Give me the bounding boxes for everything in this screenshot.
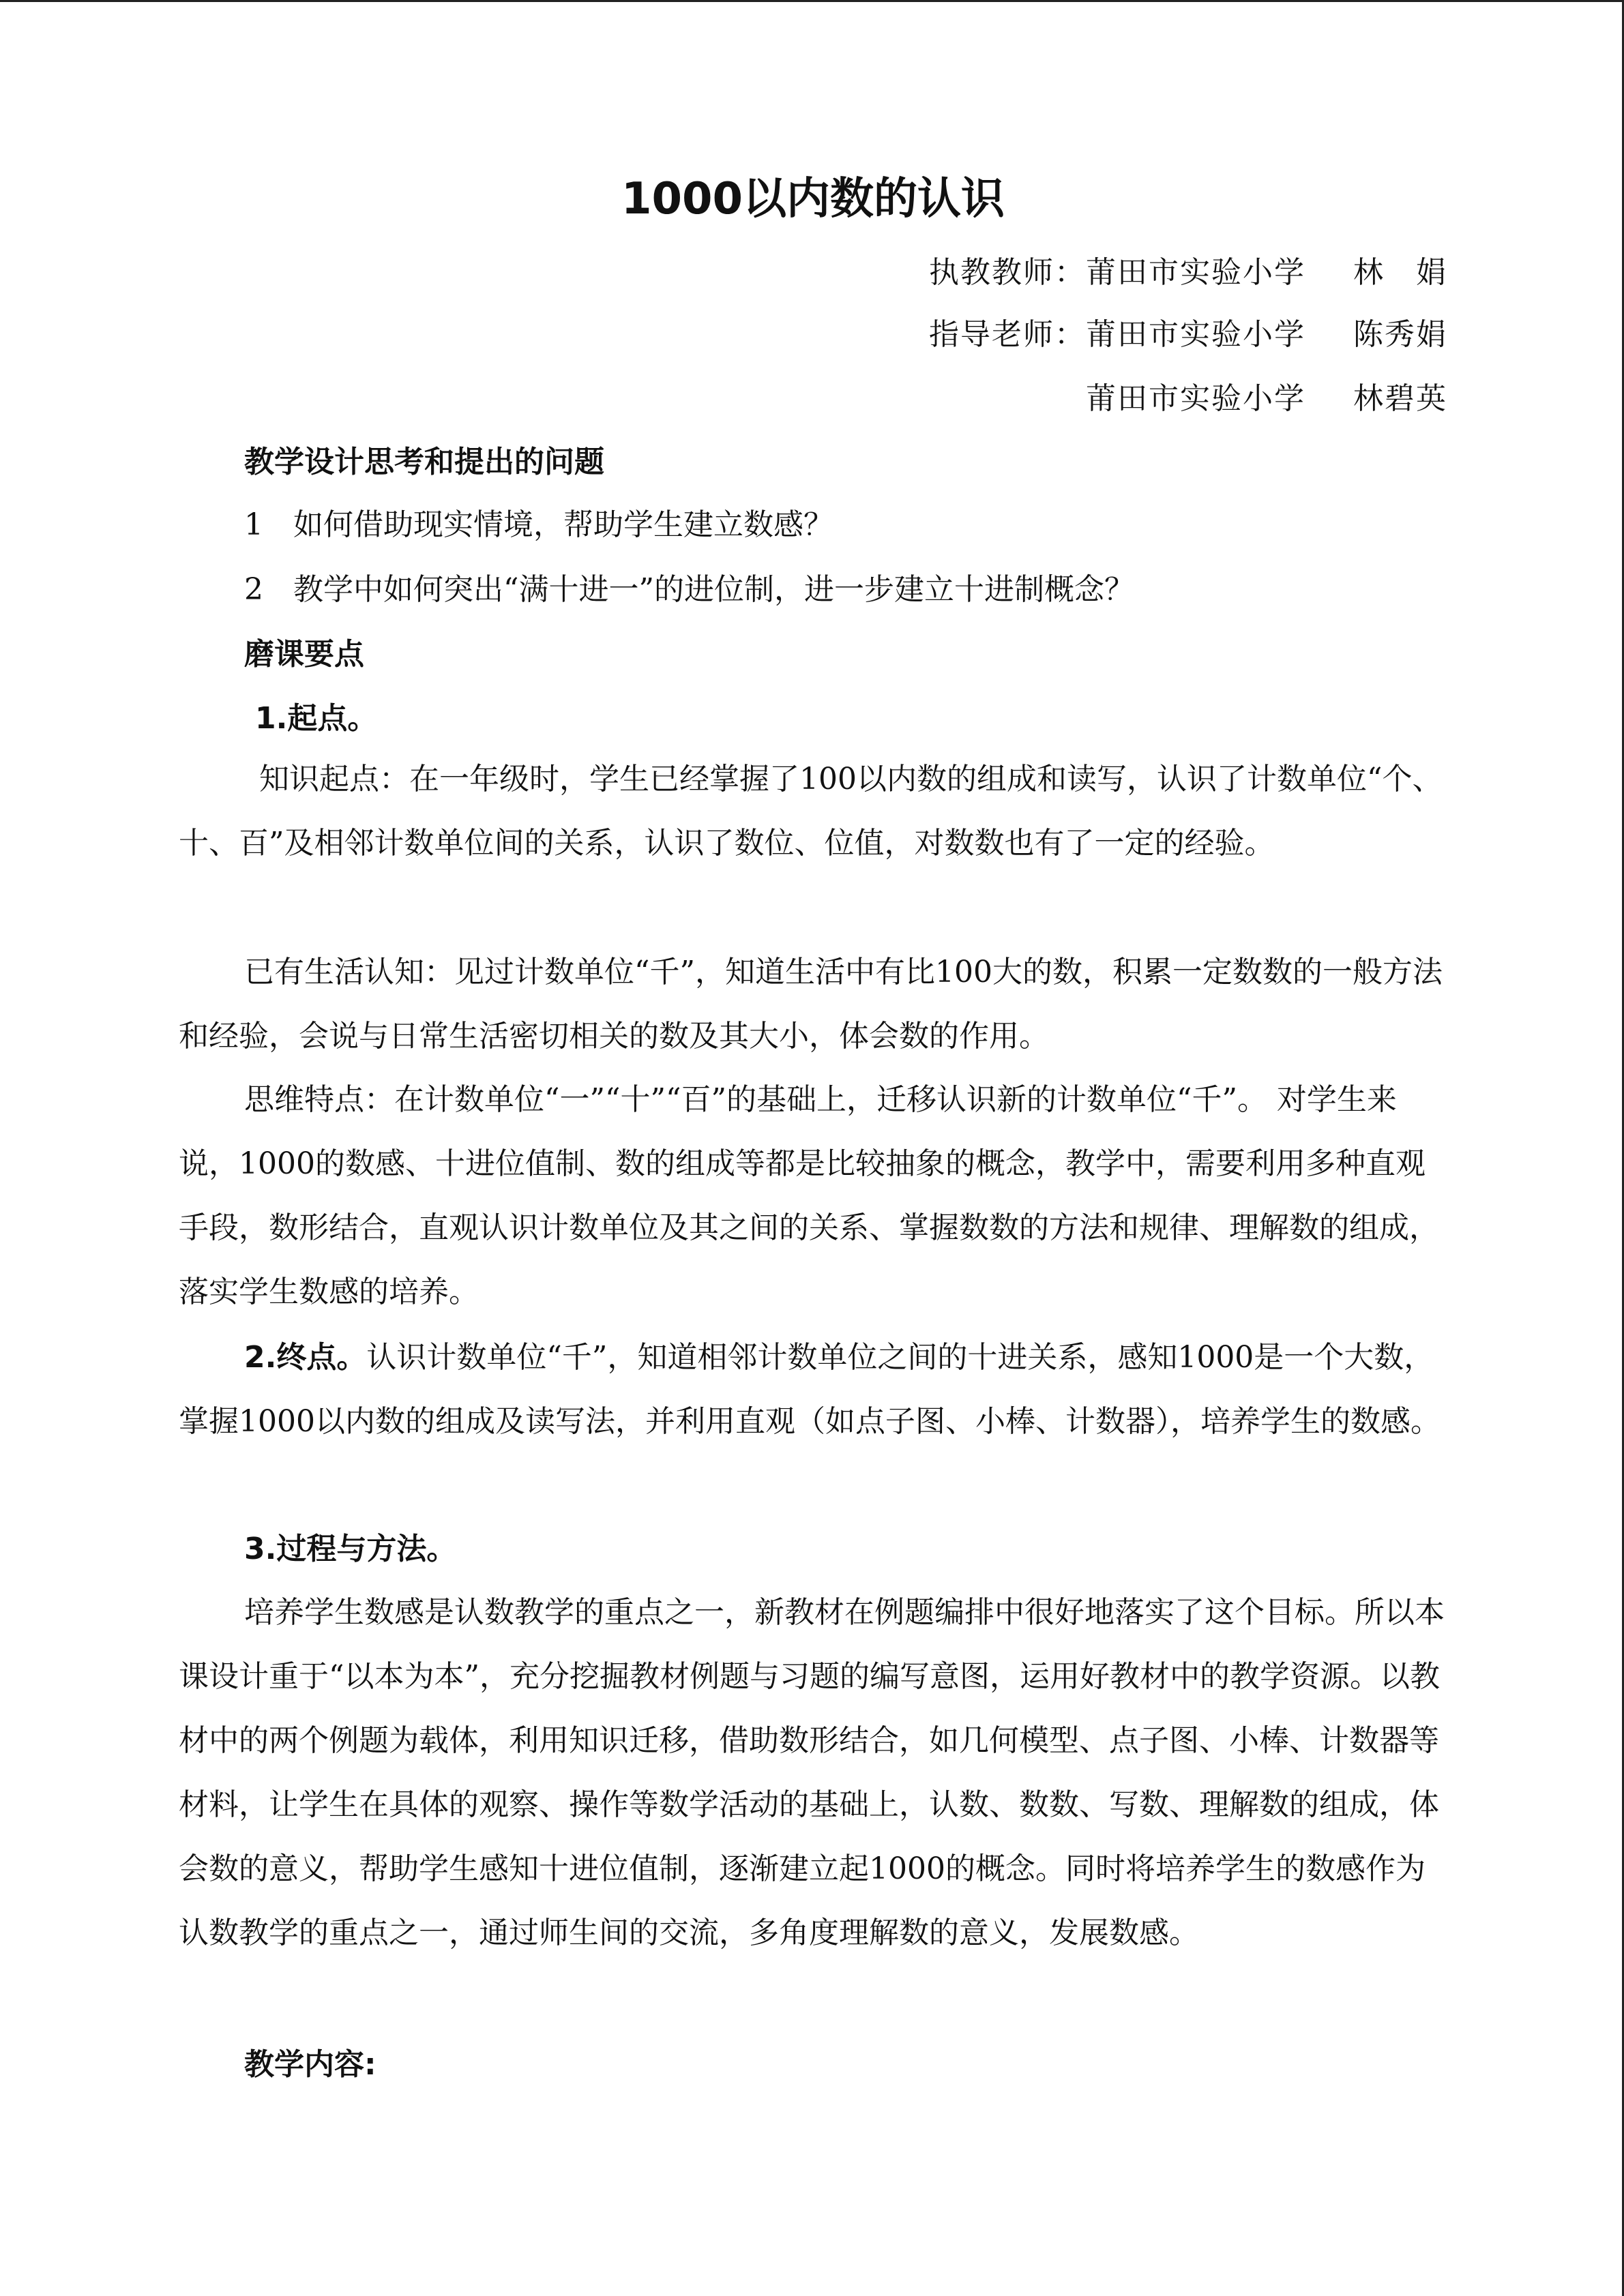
section-heading-design: 教学设计思考和提出的问题 <box>244 445 604 479</box>
question-text: 如何借助现实情境，帮助学生建立数感？ <box>293 507 833 542</box>
end-point-text: 认识计数单位“千”，知道相邻计数单位之间的十进关系，感知1000是一个大数，掌握1000以内数的组成及读写法，并利用直观（如点子图、小棒、计数器），培养学生的数感。 <box>179 1340 1441 1439</box>
paragraph-knowledge-start: 知识起点：在一年级时，学生已经掌握了100以内数的组成和读写，认识了计数单位“个、十、百”及相邻计数单位间的关系，认识了数位、位值，对数数也有了一定的经验。 <box>179 762 1443 861</box>
teacher-name: 林 娟 <box>1353 255 1447 290</box>
advisor2-school: 莆田市实验小学 <box>1086 381 1305 416</box>
advisor1-school: 莆田市实验小学 <box>1086 317 1305 352</box>
end-point-label: 2.终点。 <box>244 1340 367 1375</box>
section-heading-teaching-content: 教学内容: <box>244 2047 377 2082</box>
question-number: 2 <box>244 572 263 607</box>
teacher-label: 执教教师： <box>929 255 1086 290</box>
paragraph-thinking-features: 思维特点：在计数单位“一”“十”“百”的基础上，迁移认识新的计数单位“千”。 对学生来说，1000的数感、十进位值制、数的组成等都是比较抽象的概念，教学中，需要利用多种直观手段，数形结合，直观认识计数单位及其之间的关系、掌握数数的方法和规律、理解数的组成，落实学生数感的培养。 <box>179 1082 1439 1309</box>
paragraph-process-method: 培养学生数感是认数教学的重点之一，新教材在例题编排中很好地落实了这个目标。所以本课设计重于“以本为本”，充分挖掘教材例题与习题的编写意图，运用好教材中的教学资源。以教材中的两个例题为载体，利用知识迁移，借助数形结合，如几何模型、点子图、小棒、计数器等材料，让学生在具体的观察、操作等数学活动的基础上，认数、数数、写数、理解数的组成，体会数的意义，帮助学生感知十进位值制，逐渐建立起1000的概念。同时将培养学生的数感作为认数教学的重点之一，通过师生间的交流，多角度理解数的意义，发展数感。 <box>179 1595 1445 1950</box>
advisor1-name: 陈秀娟 <box>1353 317 1447 352</box>
paragraph-end-point <box>179 1326 1447 1454</box>
subheading-start-point: 1.起点。 <box>255 701 378 736</box>
document-title: 1000以内数的认识 <box>621 174 1005 224</box>
advisor-line-1 <box>929 316 1447 354</box>
question-item <box>244 571 1134 609</box>
question-item <box>244 506 833 544</box>
subheading-process-method: 3.过程与方法。 <box>244 1532 457 1566</box>
paragraph-life-cognition: 已有生活认知：见过计数单位“千”，知道生活中有比100大的数，积累一定数数的一般方法和经验，会说与日常生活密切相关的数及其大小，体会数的作用。 <box>179 955 1443 1054</box>
question-number: 1 <box>244 507 263 542</box>
advisor-label: 指导老师： <box>929 317 1086 352</box>
advisor2-name: 林碧英 <box>1353 381 1447 416</box>
teacher-school: 莆田市实验小学 <box>1086 255 1305 290</box>
teacher-line <box>929 254 1447 292</box>
advisor-line-2 <box>1086 380 1447 418</box>
section-heading-key-points: 磨课要点 <box>244 637 364 672</box>
question-text: 教学中如何突出“满十进一”的进位制，进一步建立十进制概念？ <box>293 572 1134 607</box>
